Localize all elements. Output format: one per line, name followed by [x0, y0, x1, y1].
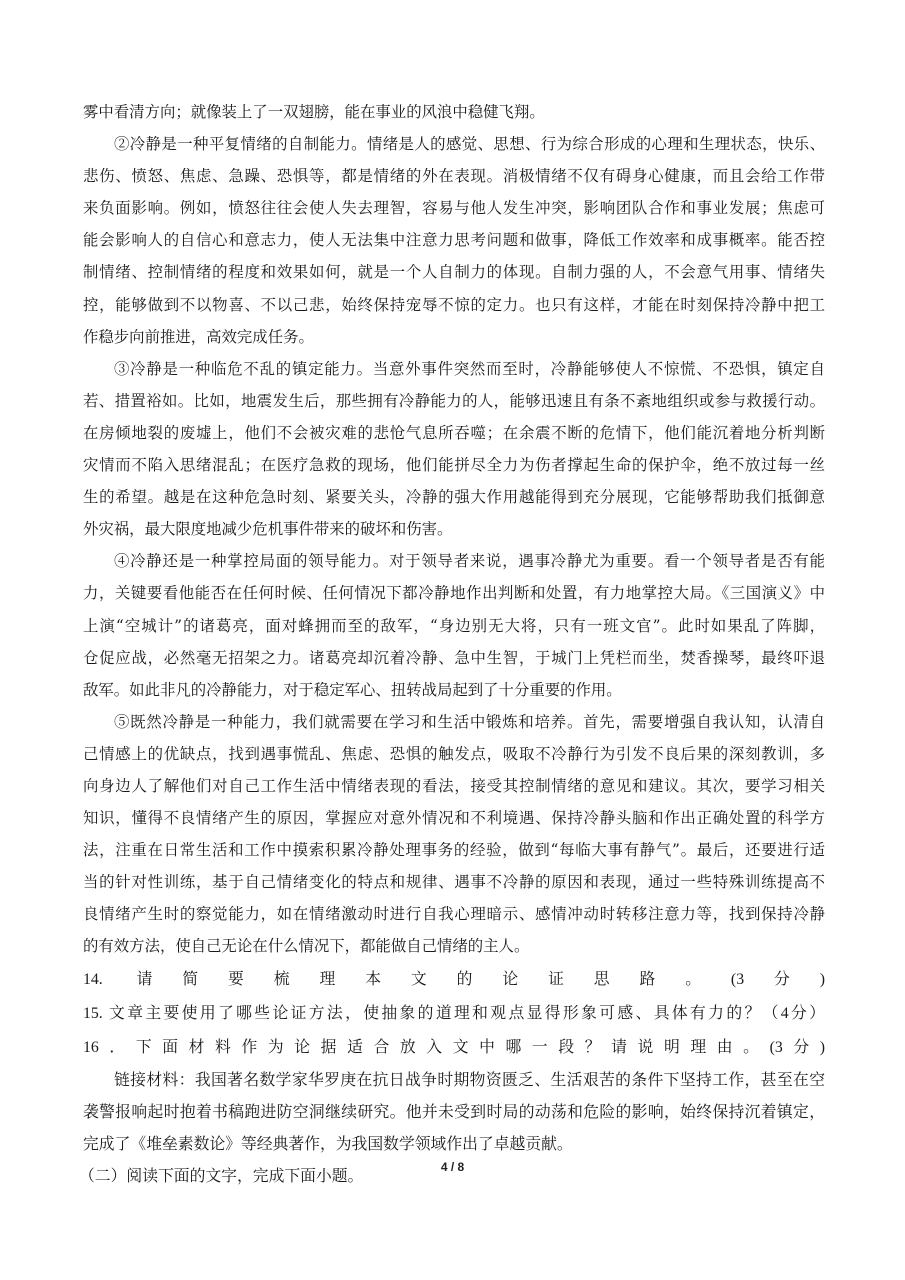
article-line: 己情感上的优缺点，找到遇事慌乱、焦虑、恐惧的触发点，吸取不冷静行为引发不良后果的深刻教训，多 [83, 744, 825, 763]
question-14: 14. 请简要梳理本文的论证思路。(3分) [83, 970, 825, 988]
article-line: 来负面影响。例如，愤怒往往会使人失去理智，容易与他人发生冲突，影响团队合作和事业发展；焦虑可 [83, 199, 825, 218]
article-line: 能会影响人的自信心和意志力，使人无法集中注意力思考问题和做事，降低工作效率和成事概率。能否控 [83, 231, 825, 250]
article-line: 悲伤、愤怒、焦虑、急躁、恐惧等，都是情绪的外在表现。消极情绪不仅有碍身心健康，而且会给工作带 [83, 167, 825, 186]
question-15: 15. 文章主要使用了哪些论证方法，使抽象的道理和观点显得形象可感、具体有力的？（4分） [83, 1004, 825, 1022]
article-line: 作稳步向前推进，高效完成任务。 [83, 327, 314, 346]
article-line: ②冷静是一种平复情绪的自制能力。情绪是人的感觉、思想、行为综合形成的心理和生理状态，快乐、 [114, 135, 825, 154]
article-body [79, 96, 825, 1193]
article-line: 灾情而不陷入思绪混乱；在医疗急救的现场，他们能拼尽全力为伤者撑起生命的保护伞，绝不放过每一丝 [83, 456, 825, 475]
article-line: 力，关键要看他能否在任何时候、任何情况下都冷静地作出判断和处置，有力地掌控大局。《三国演义》中 [83, 584, 825, 603]
article-line: 的有效方法，使自己无论在什么情况下，都能做自己情绪的主人。 [83, 937, 530, 956]
article-line: 向身边人了解他们对自己工作生活中情绪表现的看法，接受其控制情绪的意见和建议。其次，要学习相关 [83, 776, 825, 795]
article-line: 制情绪、控制情绪的程度和效果如何，就是一个人自制力的体现。自制力强的人，不会意气用事、情绪失 [83, 263, 825, 282]
article-line: 当的针对性训练，基于自己情绪变化的特点和规律、遇事不冷静的原因和表现，通过一些特殊训练提高不 [83, 873, 825, 892]
article-line: ④冷静还是一种掌控局面的领导能力。对于领导者来说，遇事冷静尤为重要。看一个领导者是否有能 [114, 552, 825, 571]
material-line-3: 完成了《堆垒素数论》等经典著作，为我国数学领域作出了卓越贡献。 [83, 1135, 573, 1153]
article-line: 在房倾地裂的废墟上，他们不会被灾难的悲怆气息所吞噬；在余震不断的危情下，他们能沉着地分析判断 [83, 423, 825, 442]
article-line: 控，能够做到不以物喜、不以己悲，始终保持宠辱不惊的定力。也只有这样，才能在时刻保持冷静中把工 [83, 295, 825, 314]
article-line: 雾中看清方向；就像装上了一双翅膀，能在事业的风浪中稳健飞翔。 [83, 103, 545, 121]
article-line: 上演“空城计”的诸葛亮，面对蜂拥而至的敌军，“身边别无大将，只有一班文官”。此时如果乱了阵脚， [83, 616, 825, 635]
article-line: 生的希望。越是在这种危急时刻、紧要关头，冷静的强大作用越能得到充分展现，它能够帮助我们抵御意 [83, 488, 825, 507]
page-number: 4 / 8 [440, 1160, 465, 1174]
section-heading: （二）阅读下面的文字，完成下面小题。 [79, 1167, 364, 1185]
article-line: 若、措置裕如。比如，地震发生后，那些拥有冷静能力的人，能够迅速且有条不紊地组织或参与救援行动。 [83, 391, 825, 410]
article-line: 敌军。如此非凡的冷静能力，对于稳定军心、扭转战局起到了十分重要的作用。 [83, 680, 622, 699]
article-line: 法，注重在日常生活和工作中摸索积累冷静处理事务的经验，做到“每临大事有静气”。最后，还要进行适 [83, 841, 825, 860]
question-16: 16．下面材料作为论据适合放入文中哪一段？请说明理由。(3分) [83, 1038, 825, 1056]
article-line: 良情绪产生时的察觉能力，如在情绪激动时进行自我心理暗示、感情冲动时转移注意力等，找到保持冷静 [83, 905, 825, 924]
material-line-1: 链接材料：我国著名数学家华罗庚在抗日战争时期物资匮乏、生活艰苦的条件下坚持工作，甚至在空 [114, 1071, 825, 1089]
article-lines [83, 96, 825, 963]
article-line: 仓促应战，必然毫无招架之力。诸葛亮却沉着冷静、急中生智，于城门上凭栏而坐，焚香操琴，最终吓退 [83, 648, 825, 667]
material-line-2: 袭警报响起时抱着书稿跑进防空洞继续研究。他并未受到时局的动荡和危险的影响，始终保持沉着镇定， [83, 1103, 825, 1121]
article-line: 知识，懂得不良情绪产生的原因，掌握应对意外情况和不利境遇、保持冷静头脑和作出正确处置的科学方 [83, 809, 825, 828]
article-line: 外灾祸，最大限度地减少危机事件带来的破坏和伤害。 [83, 520, 453, 539]
article-line: ⑤既然冷静是一种能力，我们就需要在学习和生活中锻炼和培养。首先，需要增强自我认知，认清自 [114, 712, 825, 731]
article-line: ③冷静是一种临危不乱的镇定能力。当意外事件突然而至时，冷静能够使人不惊慌、不恐惧，镇定自 [114, 359, 825, 378]
